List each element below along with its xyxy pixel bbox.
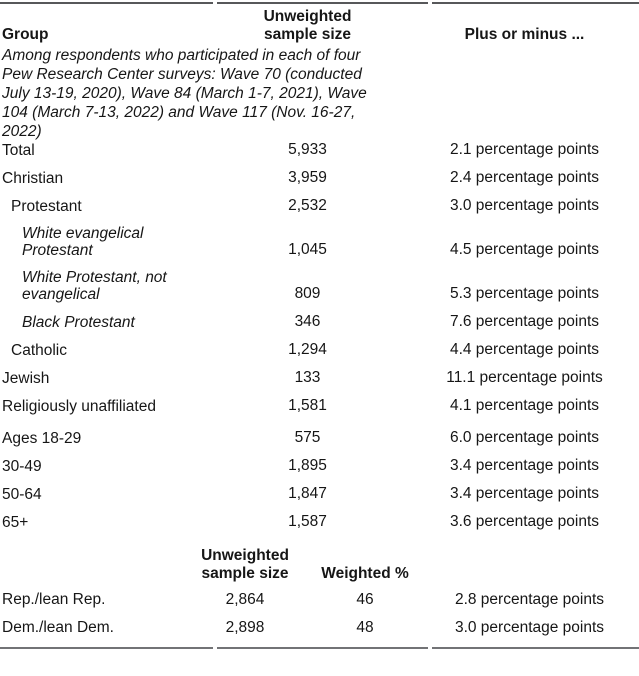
margin-of-error-value: 4.5 percentage points [449, 241, 600, 258]
sample-size-value: 575 [294, 429, 321, 446]
rule-segment [432, 2, 639, 4]
margin-of-error-value: 11.1 percentage points [446, 369, 603, 386]
column-header-plus-or-minus: Plus or minus ... [464, 26, 585, 43]
weighted-pct-value: 48 [356, 619, 374, 636]
row-religiously-unaffiliated [0, 397, 639, 415]
party-rows [0, 591, 639, 637]
margin-of-error-value: 2.4 percentage points [449, 169, 600, 186]
sample-size-value: 2,532 [288, 197, 327, 214]
row-jewish [0, 369, 639, 387]
group-label: Protestant [11, 198, 82, 215]
sample-size-value: 1,587 [288, 513, 327, 530]
row-black-protestant [0, 313, 639, 331]
rule-segment [217, 2, 428, 4]
rule-segment [217, 647, 428, 649]
column-header-unweighted-sample-size: Unweighted sample size [263, 8, 352, 43]
subheader-weighted-pct: Weighted % [321, 565, 409, 582]
sample-size-value: 3,959 [288, 169, 327, 186]
row-christian [0, 169, 639, 187]
group-label: Jewish [2, 370, 50, 387]
group-label: Religiously unaffiliated [2, 398, 156, 415]
margin-of-error-value: 7.6 percentage points [449, 313, 600, 330]
sample-size-value: 2,898 [225, 619, 265, 636]
survey-note: Among respondents who participated in each of four Pew Research Center surveys: Wave 70 (conducted July 13-19, 2020), Wave 84 (March 1-7, 2021), Wave 104 (March 7-13, 2022) and Wave 117 (Nov. 16-27, 2022) [2, 47, 367, 140]
column-header-group: Group [2, 26, 49, 43]
sample-size-value: 809 [294, 285, 321, 302]
margin-of-error-value: 3.4 percentage points [449, 457, 600, 474]
table-bottom-border [0, 647, 639, 649]
margin-of-error-value: 3.4 percentage points [449, 485, 600, 502]
margin-of-error-value: 3.6 percentage points [449, 513, 600, 530]
group-label: Catholic [11, 342, 67, 359]
group-label: Dem./lean Dem. [2, 619, 114, 636]
row-ages-50-64 [0, 485, 639, 503]
sample-size-value: 2,864 [225, 591, 265, 608]
rule-segment [0, 2, 213, 4]
margin-of-error-value: 2.1 percentage points [449, 141, 600, 158]
margin-of-error-value: 5.3 percentage points [449, 285, 600, 302]
group-label: Christian [2, 170, 64, 187]
row-white-protestant-not-evangelical [0, 269, 639, 303]
row-catholic [0, 341, 639, 359]
margin-of-error-value: 3.0 percentage points [454, 619, 605, 636]
row-ages-18-29 [0, 429, 639, 447]
group-rows [0, 141, 639, 531]
sample-size-value: 1,847 [288, 485, 327, 502]
group-label: Total [2, 142, 35, 159]
group-label: Ages 18-29 [2, 430, 82, 447]
sample-size-value: 1,895 [288, 457, 327, 474]
table-top-border [0, 2, 639, 4]
group-label: Rep./lean Rep. [2, 591, 106, 608]
weighted-pct-value: 46 [356, 591, 374, 608]
group-label: 65+ [2, 514, 29, 531]
row-dem-lean-dem [0, 619, 639, 637]
row-total [0, 141, 639, 159]
row-ages-30-49 [0, 457, 639, 475]
margin-of-error-value: 4.4 percentage points [449, 341, 600, 358]
row-rep-lean-rep [0, 591, 639, 609]
subheader-unweighted-sample-size: Unweighted sample size [201, 547, 289, 582]
row-ages-65-plus [0, 513, 639, 531]
sample-size-value: 1,045 [288, 241, 327, 258]
group-label: 30-49 [2, 458, 42, 475]
group-label: White evangelical Protestant [22, 225, 144, 259]
table-header-row [0, 8, 639, 44]
group-label: 50-64 [2, 486, 42, 503]
sample-size-value: 5,933 [288, 141, 327, 158]
margin-of-error-value: 2.8 percentage points [454, 591, 605, 608]
party-subheader-row [0, 547, 639, 583]
margin-of-error-value: 3.0 percentage points [449, 197, 600, 214]
sample-size-value: 1,581 [288, 397, 327, 414]
row-white-evangelical-protestant [0, 225, 639, 259]
group-label: Black Protestant [22, 314, 135, 331]
sample-size-value: 133 [294, 369, 321, 386]
rule-segment [0, 647, 213, 649]
group-label: White Protestant, not evangelical [22, 269, 167, 303]
sample-size-value: 346 [294, 313, 321, 330]
rule-segment [432, 647, 639, 649]
margin-of-error-value: 4.1 percentage points [449, 397, 600, 414]
margin-of-error-value: 6.0 percentage points [449, 429, 600, 446]
row-protestant [0, 197, 639, 215]
sample-size-value: 1,294 [288, 341, 327, 358]
